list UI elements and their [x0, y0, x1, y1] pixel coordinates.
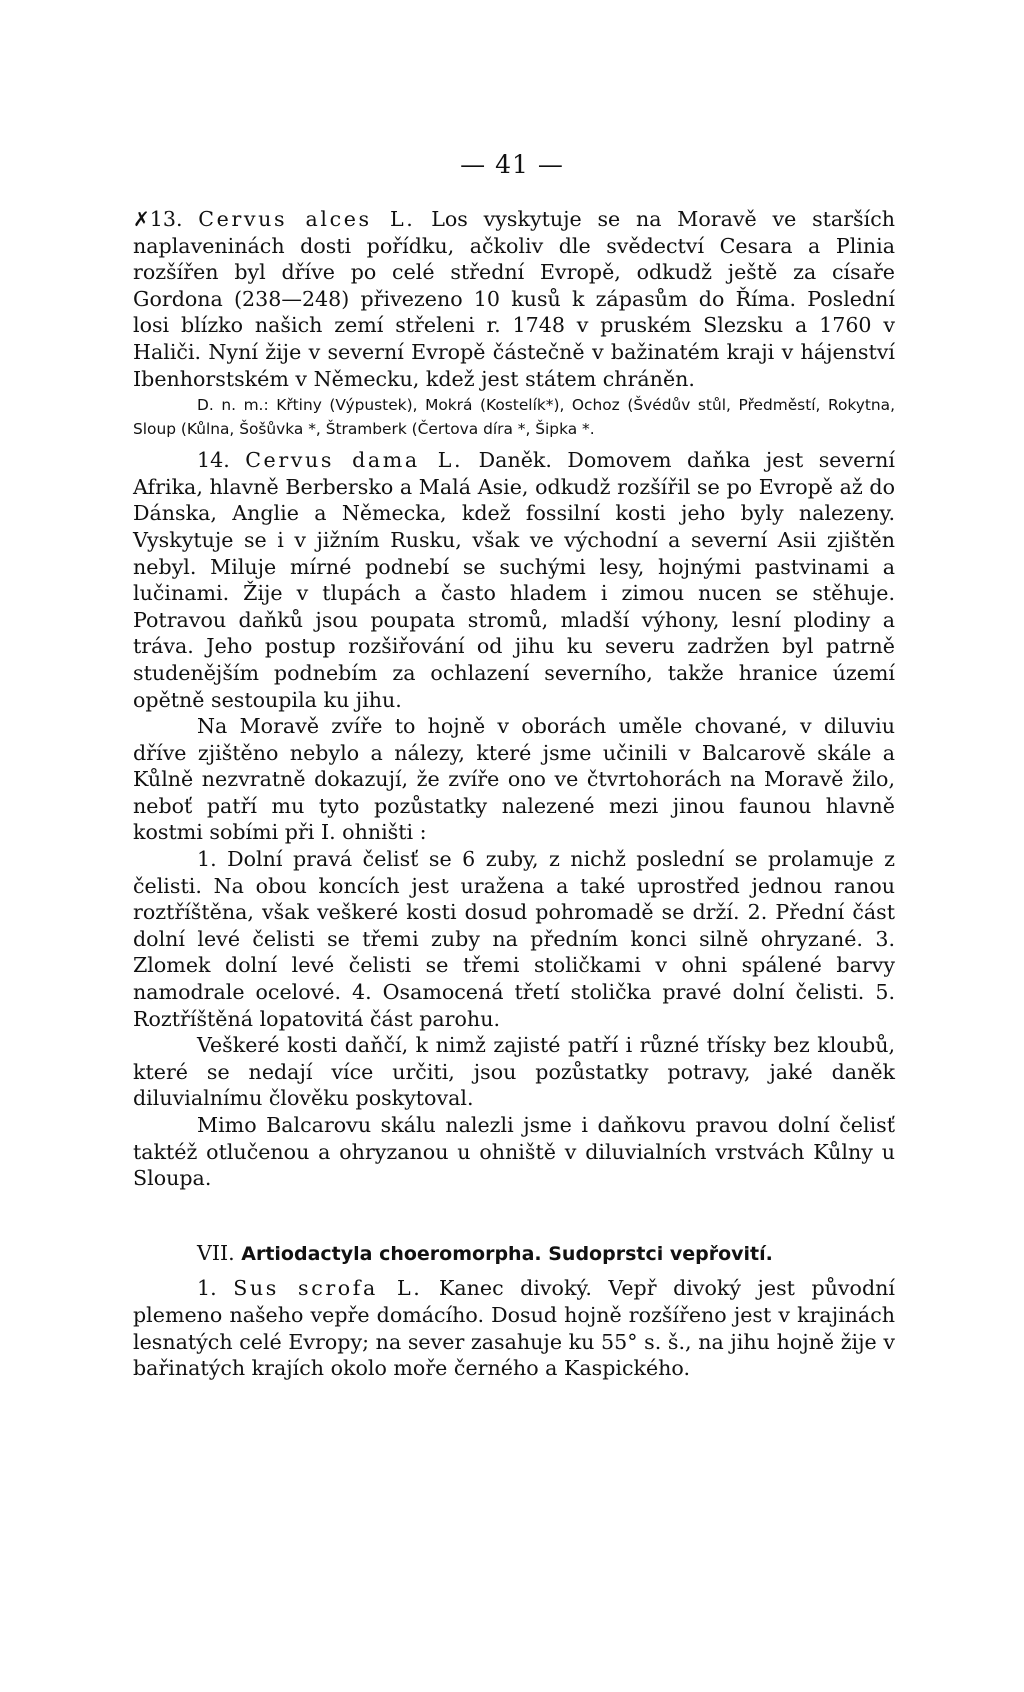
- entry-1-number: 1.: [197, 1276, 217, 1301]
- entry-13-localities: [133, 393, 895, 441]
- document-body: [133, 206, 895, 1382]
- handwritten-x-mark: ✗: [133, 207, 150, 231]
- entry-14-paragraph-4: Veškeré kosti daňčí, k nimž zajisté patří i různé třísky bez kloubů, které se nedají více určiti, jsou pozůstatky potravy, jaké daněk diluvialnímu člověku poskytoval.: [133, 1033, 895, 1111]
- entry-14-paragraph-2: Na Moravě zvíře to hojně v oborách uměle chované, v diluviu dříve zjištěno nebylo a nálezy, které jsme učinili v Balcarově skále a Kůlně nezvratně dokazují, že zvíře ono ve čtvrtohorách na Moravě žilo, neboť patří mu tyto pozůstatky nalezené mezi jinou faunou hlavně kostmi sobími při I. ohništi :: [133, 714, 895, 845]
- entry-13-latin-name: Cervus alces L.: [198, 207, 416, 231]
- entry-13-text: Los vyskytuje se na Moravě ve starších naplaveninách dosti pořídku, ačkoliv dle svědectví Cesara a Plinia rozšířen byl dříve po celé střední Evropě, odkudž ještě za císaře Gordona (238—248) přivezeno 10 kusů k zápasům do Říma. Poslední losi blízko našich zemí střeleni r. 1748 v pruském Slezsku a 1760 v Haliči. Nyní žije v severní Evropě částečně v bažinatém kraji v hájenství Ibenhorstském v Německu, kdež jest státem chráněn.: [133, 207, 895, 391]
- entry-14: [133, 447, 895, 713]
- entry-14-paragraph-3: 1. Dolní pravá čelisť se 6 zuby, z nichž poslední se prolamuje z čelisti. Na obou koncích jest uražena a také uprostřed jednou ranou roztříštěna, však veškeré kosti dosud pohromadě se drží. 2. Přední část dolní levé čelisti se třemi zuby na předním konci silně ohryzané. 3. Zlomek dolní levé čelisti se třemi stoličkami v ohni spálené barvy namodrale ocelové. 4. Osamocená třetí stolička pravé dolní čelisti. 5. Roztříštěná lopatovitá část parohu.: [133, 847, 895, 1031]
- page-number: — 41 —: [460, 150, 564, 179]
- entry-1-latin-name: Sus scrofa L.: [233, 1276, 423, 1301]
- section-roman-numeral: VII.: [197, 1240, 235, 1265]
- section-spacer: [133, 1192, 895, 1240]
- entry-13-localities-text: D. n. m.: Křtiny (Výpustek), Mokrá (Kostelík*), Ochoz (Švédův stůl, Předměstí, Rokytna, Sloup (Kůlna, Šošůvka *, Štramberk (Čertova díra *, Šipka *.: [133, 396, 895, 439]
- entry-1-text: Kanec divoký. Vepř divoký jest původní plemeno našeho vepře domácího. Dosud hojně rozšířeno jest v krajinách lesnatých celé Evropy; na sever zasahuje ku 55° s. š., na jihu hojně žije v bařinatých krajích okolo moře černého a Kaspického.: [133, 1276, 895, 1381]
- entry-14-paragraph-5: Mimo Balcarovu skálu nalezli jsme i daňkovu pravou dolní čelisť taktéž otlučenou a ohryzanou u ohniště v diluvialních vrstvách Kůlny u Sloupa.: [133, 1113, 895, 1191]
- entry-14-text: Daněk. Domovem daňka jest severní Afrika, hlavně Berbersko a Malá Asie, odkudž rozšířil se po Evropě až do Dánska, Anglie a Německa, kdež fossilní kosti jeho byly nalezeny. Vyskytuje se i v jižním Rusku, však ve východní a severní Asii zjištěn nebyl. Miluje mírné podnebí se suchými lesy, hojnými pastvinami a lučinami. Žije v tlupách a často hladem i zimou nucen se stěhuje. Potravou daňků jsou poupata stromů, mladší výhony, lesní plodiny a tráva. Jeho postup rozšiřování od jihu ku severu zadržen byl patrně studenějším podnebím za ochlazení severního, takže hranice území opětně sestoupila ku jihu.: [133, 448, 895, 712]
- entry-14-latin-name: Cervus dama L.: [245, 448, 464, 473]
- section-title: Artiodactyla choeromorpha. Sudoprstci vepřovití.: [241, 1242, 773, 1265]
- entry-14-number: 14.: [197, 448, 230, 473]
- entry-13-number: 13.: [149, 207, 183, 231]
- section-heading: [133, 1240, 895, 1268]
- entry-13: [133, 206, 895, 392]
- entry-1: [133, 1275, 895, 1381]
